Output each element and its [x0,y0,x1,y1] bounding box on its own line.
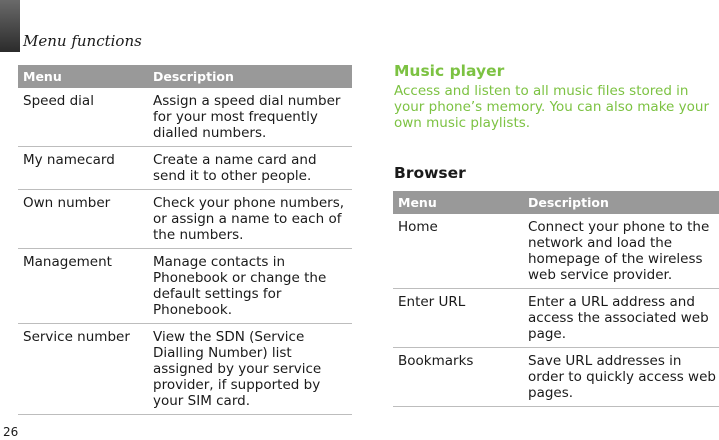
menu-cell: Service number [23,329,130,345]
table-row [18,249,352,324]
description-cell: Assign a speed dial number for your most frequently dialled numbers. [153,93,341,141]
table-row [393,214,719,289]
browser-title: Browser [394,164,466,182]
page-number: 26 [3,425,19,439]
column-header-description: Description [528,194,609,210]
menu-cell: Bookmarks [398,353,474,369]
table-row [393,289,719,348]
menu-cell: Speed dial [23,93,94,109]
menu-cell: Management [23,254,112,270]
table-row [18,324,352,415]
description-cell: Check your phone numbers, or assign a name to each of the numbers. [153,195,345,243]
header-accent-bar [0,0,20,52]
menu-cell: Own number [23,195,111,211]
description-cell: Connect your phone to the network and load the homepage of the wireless web service provider. [528,219,710,283]
description-cell: Create a name card and send it to other people. [153,152,317,184]
description-cell: Enter a URL address and access the associated web page. [528,294,709,342]
table-row [18,190,352,249]
phonebook-menu-table [18,65,352,415]
description-cell: Save URL addresses in order to quickly access web pages. [528,353,716,401]
browser-menu-table [393,191,719,407]
music-player-intro: Access and listen to all music files stored in your phone’s memory. You can also make your own music playlists. [394,83,709,131]
music-player-title: Music player [394,62,505,80]
column-header-menu: Menu [398,194,437,210]
table-row [393,348,719,407]
table-header [393,191,719,214]
table-header [18,65,352,88]
column-header-menu: Menu [23,68,62,84]
description-cell: View the SDN (Service Dialling Number) list assigned by your service provider, if supported by your SIM card. [153,329,322,409]
table-row [18,147,352,190]
table-row [18,88,352,147]
column-header-description: Description [153,68,234,84]
menu-cell: Home [398,219,438,235]
menu-cell: Enter URL [398,294,466,310]
menu-cell: My namecard [23,152,115,168]
description-cell: Manage contacts in Phonebook or change the default settings for Phonebook. [153,254,327,318]
page-header-title: Menu functions [23,32,142,50]
